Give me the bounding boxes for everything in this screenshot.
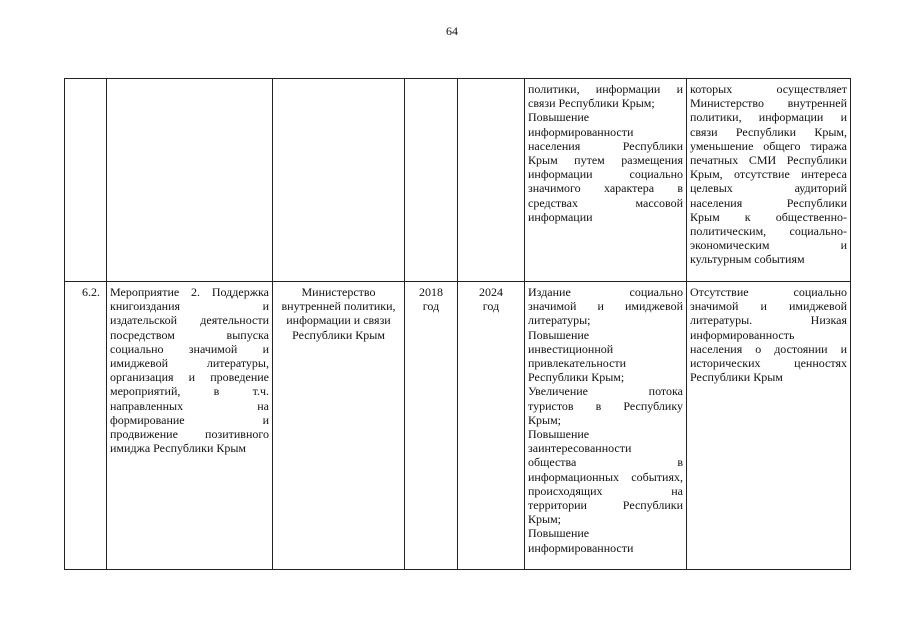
text-line: информированности: [528, 540, 634, 555]
text-line: территории Республики: [528, 498, 683, 513]
measure-name-cell: [107, 282, 273, 570]
end-year-text: [458, 282, 524, 313]
risk-text: [687, 79, 850, 267]
text-line: Повышение: [528, 526, 590, 541]
risk-cell: [687, 282, 851, 570]
table-row: [65, 282, 851, 570]
text-line: Республики Крым;: [528, 370, 625, 385]
text-line: политики, информации и: [690, 110, 847, 125]
text-line: инвестиционной: [528, 341, 614, 356]
text-line: Министерство внутренней: [690, 96, 847, 111]
text-line: Крым к общественно-: [690, 209, 847, 224]
risk-cell: [687, 79, 851, 282]
measure-name-cell: [107, 79, 273, 282]
row-number: 6.2.: [82, 285, 100, 299]
text-line: литературы. Низкая: [690, 313, 847, 328]
text-line: Крым;: [528, 412, 561, 427]
text-line: Крым, отсутствие интереса: [690, 167, 847, 182]
end-year: 2024: [479, 285, 503, 299]
text-line: уменьшение общего тиража: [690, 138, 847, 153]
text-line: информации: [528, 209, 593, 224]
text-line: продвижение позитивного: [110, 427, 269, 442]
text-line: Повышение: [528, 327, 590, 342]
text-line: средствах массовой: [528, 195, 683, 210]
text-line: политическим, социально-: [690, 224, 847, 239]
text-line: связи Республики Крым,: [690, 124, 847, 139]
start-year: 2018: [419, 285, 443, 299]
text-line: целевых аудиторий: [690, 181, 847, 196]
text-line: Крым;: [528, 512, 561, 527]
text-line: организация и проведение: [110, 370, 269, 385]
text-line: информированность: [690, 327, 795, 342]
text-line: информационных событиях,: [528, 469, 683, 484]
text-line: политики, информации и: [528, 82, 683, 96]
text-line: Повышение: [528, 427, 590, 442]
text-line: исторических ценностях: [690, 356, 847, 371]
text-line: значимого характера в: [528, 181, 683, 196]
expected-result-cell: [525, 79, 687, 282]
text-line: происходящих на: [528, 483, 683, 498]
text-line: общества в: [528, 455, 683, 470]
executor-cell: [273, 79, 405, 282]
expected-result-text: [525, 79, 686, 224]
text-line: населения Республики: [528, 138, 683, 153]
text-line: социально значимой и: [110, 341, 269, 356]
text-line: связи Республики Крым;: [528, 96, 655, 111]
executor-cell: [273, 282, 405, 570]
end-year-cell: [458, 282, 525, 570]
start-year-cell: [405, 79, 458, 282]
text-line: информации и связи: [286, 313, 391, 328]
text-line: населения Республики: [690, 195, 847, 210]
text-line: значимой и имиджевой: [690, 299, 847, 314]
text-line: которых осуществляет: [690, 82, 847, 96]
text-line: имиджевой литературы,: [110, 356, 269, 371]
text-line: Республики Крым: [292, 327, 385, 342]
start-year-text: [405, 282, 457, 313]
text-line: литературы;: [528, 313, 591, 328]
text-line: формирование и: [110, 412, 269, 427]
text-line: информированности: [528, 124, 634, 139]
text-line: печатных СМИ Республики: [690, 153, 847, 168]
executor-text: [273, 282, 404, 342]
expected-result-cell: [525, 282, 687, 570]
text-line: Повышение: [528, 110, 590, 125]
text-line: мероприятий, в т.ч.: [110, 384, 269, 399]
text-line: издательской деятельности: [110, 313, 269, 328]
measures-table: [64, 78, 851, 570]
text-line: экономическим и: [690, 238, 847, 253]
year-suffix: год: [422, 299, 440, 314]
text-line: Республики Крым: [690, 370, 783, 385]
text-line: посредством выпуска: [110, 327, 269, 342]
text-line: значимой и имиджевой: [528, 299, 683, 314]
text-line: направленных на: [110, 398, 269, 413]
year-suffix: год: [482, 299, 500, 314]
text-line: Издание социально: [528, 285, 683, 299]
text-line: культурным событиям: [690, 252, 805, 267]
text-line: информации социально: [528, 167, 683, 182]
text-line: Министерство: [301, 285, 376, 299]
text-line: Крым путем размещения: [528, 153, 683, 168]
text-line: туристов в Республику: [528, 398, 683, 413]
row-number-cell: [65, 282, 107, 570]
start-year-cell: [405, 282, 458, 570]
text-line: книгоиздания и: [110, 299, 269, 314]
row-number: [65, 79, 106, 82]
text-line: населения о достоянии и: [690, 341, 847, 356]
text-line: имиджа Республики Крым: [110, 441, 247, 456]
expected-result-text: [525, 282, 686, 555]
row-number-cell: [65, 79, 107, 282]
risk-text: [687, 282, 850, 384]
text-line: привлекательности: [528, 356, 627, 371]
table-row: [65, 79, 851, 282]
text-line: Мероприятие 2. Поддержка: [110, 285, 269, 299]
text-line: заинтересованности: [528, 441, 632, 456]
page-number: 64: [446, 24, 458, 38]
text-line: внутренней политики,: [281, 299, 396, 314]
measure-name-text: [107, 282, 272, 455]
text-line: Отсутствие социально: [690, 285, 847, 299]
end-year-cell: [458, 79, 525, 282]
text-line: Увеличение потока: [528, 384, 683, 399]
